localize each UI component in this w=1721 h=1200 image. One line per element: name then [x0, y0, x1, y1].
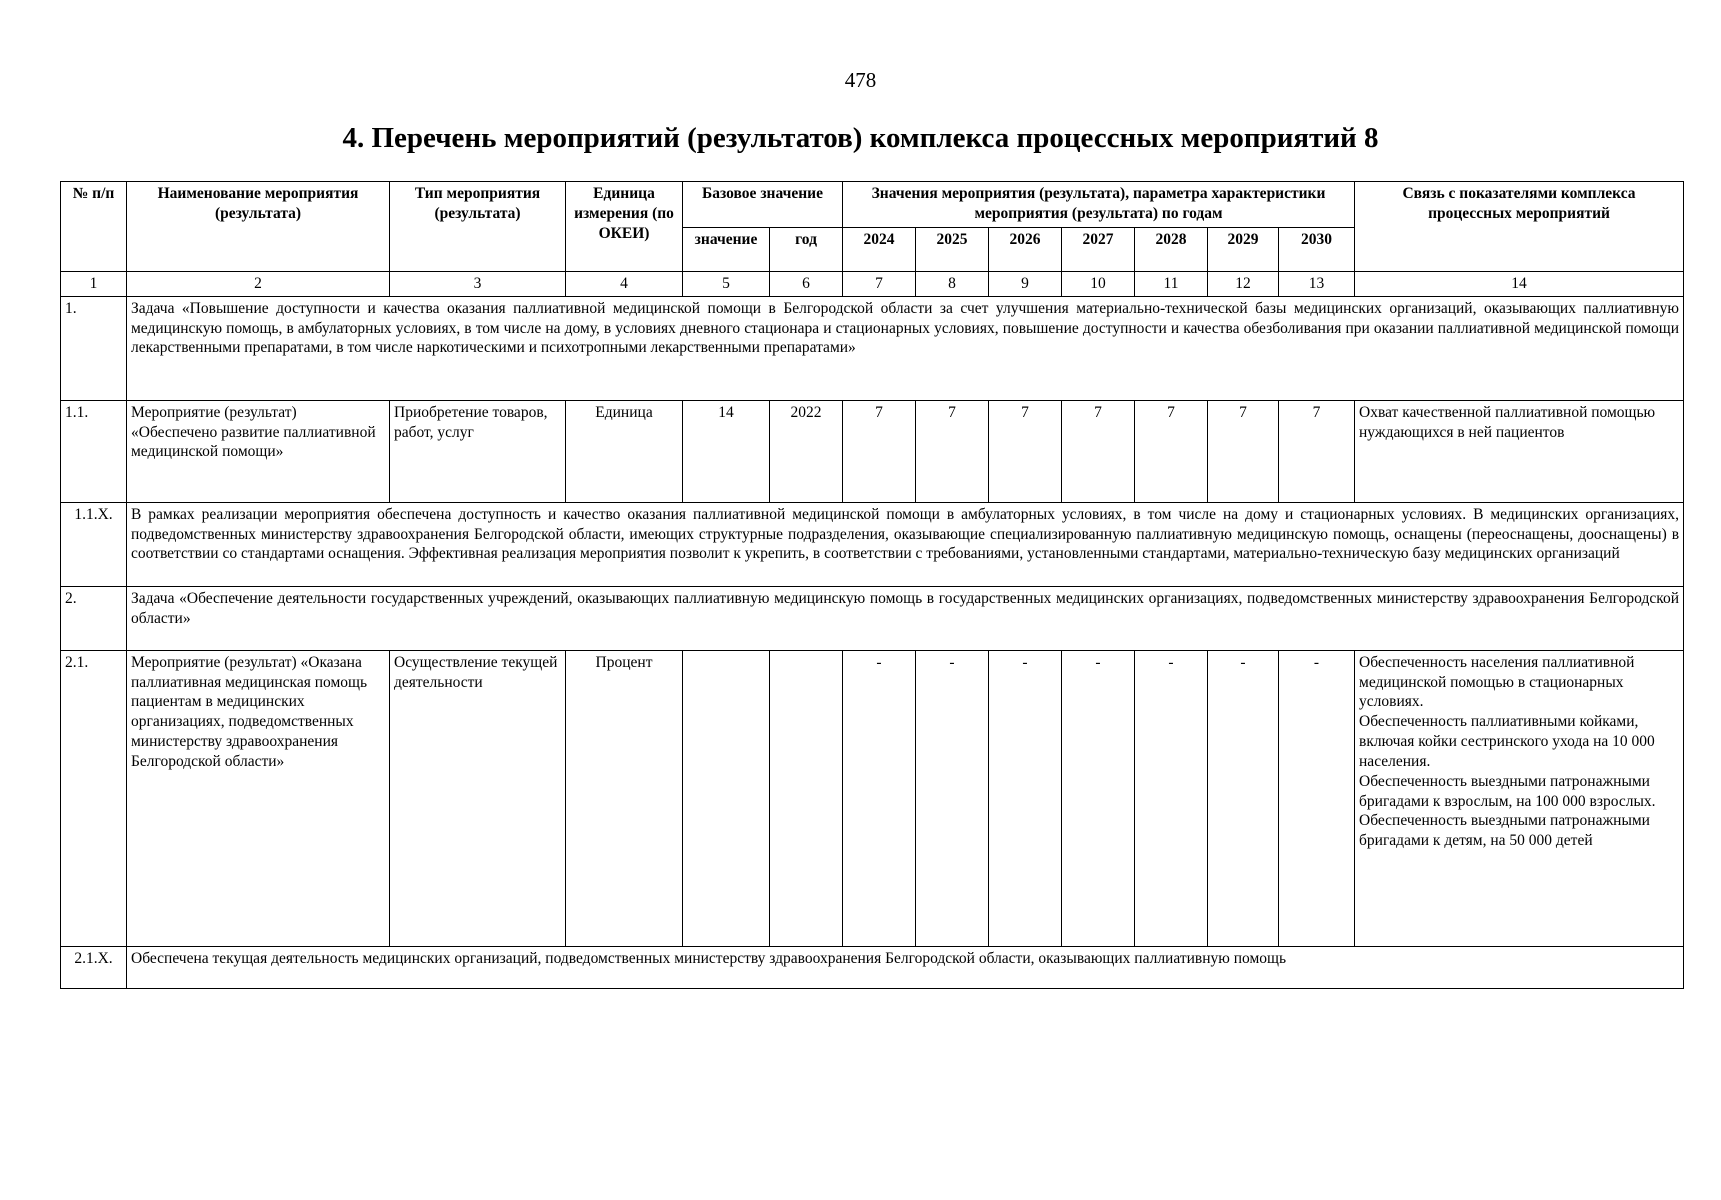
item-value: 7	[1135, 400, 1208, 502]
column-number: 12	[1208, 272, 1279, 297]
item-name: Мероприятие (результат) «Обеспечено развитие паллиативной медицинской помощи»	[127, 400, 390, 502]
item-row	[61, 400, 1684, 502]
header-base: Базовое значение	[683, 182, 843, 228]
item-value: -	[843, 650, 916, 946]
column-number: 4	[566, 272, 683, 297]
header-year: 2029	[1208, 228, 1279, 272]
column-number: 14	[1355, 272, 1684, 297]
header-row-top	[61, 182, 1684, 228]
item-row	[61, 650, 1684, 946]
item-value: -	[1208, 650, 1279, 946]
column-number: 6	[770, 272, 843, 297]
header-year: 2025	[916, 228, 989, 272]
header-year: 2027	[1062, 228, 1135, 272]
header-base-value: значение	[683, 228, 770, 272]
task-text: Задача «Обеспечение деятельности государственных учреждений, оказывающих паллиативную медицинскую помощь в государственных медицинских организациях, подведомственных министерству здравоохранения Белгородской области»	[127, 586, 1684, 650]
item-link: Охват качественной паллиативной помощью нуждающихся в ней пациентов	[1355, 400, 1684, 502]
task-text: Задача «Повышение доступности и качества оказания паллиативной медицинской помощи в Белгородской области за счет улучшения материально-технической базы медицинских организаций, оказывающих паллиативную медицинскую помощь, в амбулаторных условиях, в том числе на дому, в условиях дневного стационара и стационарных условиях, повышение доступности и качества обезболивания при оказании паллиативной медицинской помощи лекарственными препаратами, в том числе наркотическими и психотропными лекарственными препаратами»	[127, 296, 1684, 400]
item-name: Мероприятие (результат) «Оказана паллиативная медицинская помощь пациентам в медицинских организациях, подведомственных министерству здравоохранения Белгородской области»	[127, 650, 390, 946]
item-number: 2.1.	[61, 650, 127, 946]
item-base-value: 14	[683, 400, 770, 502]
header-name: Наименование мероприятия (результата)	[127, 182, 390, 272]
header-year: 2030	[1279, 228, 1355, 272]
item-unit: Единица	[566, 400, 683, 502]
item-value: 7	[1208, 400, 1279, 502]
column-number: 1	[61, 272, 127, 297]
item-base-value	[683, 650, 770, 946]
item-value: -	[1062, 650, 1135, 946]
page-title: 4. Перечень мероприятий (результатов) комплекса процессных мероприятий 8	[342, 122, 1379, 154]
column-number: 2	[127, 272, 390, 297]
item-unit: Процент	[566, 650, 683, 946]
page-number: 478	[844, 68, 877, 92]
task-row	[61, 586, 1684, 650]
task-number: 2.	[61, 586, 127, 650]
item-type: Осуществление текущей деятельности	[390, 650, 566, 946]
item-value: 7	[843, 400, 916, 502]
column-number: 7	[843, 272, 916, 297]
item-base-year: 2022	[770, 400, 843, 502]
column-number: 10	[1062, 272, 1135, 297]
item-value: -	[1135, 650, 1208, 946]
item-value: 7	[1062, 400, 1135, 502]
item-number: 1.1.	[61, 400, 127, 502]
column-number: 5	[683, 272, 770, 297]
item-value: 7	[916, 400, 989, 502]
column-number: 11	[1135, 272, 1208, 297]
item-link: Обеспеченность населения паллиативной медицинской помощью в стационарных условиях. Обеспеченность паллиативными койками, включая койки сестринского ухода на 10 000 населения. Обеспеченность выездными патронажными бригадами к взрослым, на 100 000 взрослых. Обеспеченность выездными патронажными бригадами к детям, на 50 000 детей	[1355, 650, 1684, 946]
note-text: В рамках реализации мероприятия обеспечена доступность и качество оказания паллиативной медицинской помощи в амбулаторных условиях, в том числе на дому и стационарных условиях. В медицинских организациях, подведомственных министерству здравоохранения Белгородской области, имеющих структурные подразделения, оказывающие специализированную паллиативную медицинскую помощь, оснащены (переоснащены, дооснащены) в соответствии со стандартами оснащения. Эффективная реализация мероприятия позволит к укрепить, в соответствии с требованиями, установленными стандартами, материально-техническую базу медицинских организаций	[127, 502, 1684, 586]
header-values-group: Значения мероприятия (результата), параметра характеристики мероприятия (результата) по годам	[843, 182, 1355, 228]
item-base-year	[770, 650, 843, 946]
note-text: Обеспечена текущая деятельность медицинских организаций, подведомственных министерству здравоохранения Белгородской области, оказывающих паллиативную помощь	[127, 946, 1684, 988]
item-value: -	[1279, 650, 1355, 946]
header-unit: Единица измерения (по ОКЕИ)	[566, 182, 683, 272]
column-number: 8	[916, 272, 989, 297]
item-value: -	[989, 650, 1062, 946]
task-row	[61, 296, 1684, 400]
header-link: Связь с показателями комплекса процессных мероприятий	[1355, 182, 1684, 272]
header-base-year: год	[770, 228, 843, 272]
item-value: 7	[989, 400, 1062, 502]
header-type: Тип мероприятия (результата)	[390, 182, 566, 272]
item-type: Приобретение товаров, работ, услуг	[390, 400, 566, 502]
header-num: № п/п	[61, 182, 127, 272]
item-value: 7	[1279, 400, 1355, 502]
task-number: 1.	[61, 296, 127, 400]
column-numbers-row	[61, 272, 1684, 297]
header-year: 2024	[843, 228, 916, 272]
note-row	[61, 946, 1684, 988]
note-number: 1.1.Х.	[61, 502, 127, 586]
column-number: 9	[989, 272, 1062, 297]
measures-table	[60, 181, 1684, 989]
note-row	[61, 502, 1684, 586]
column-number: 13	[1279, 272, 1355, 297]
item-value: -	[916, 650, 989, 946]
column-number: 3	[390, 272, 566, 297]
note-number: 2.1.Х.	[61, 946, 127, 988]
header-year: 2028	[1135, 228, 1208, 272]
header-year: 2026	[989, 228, 1062, 272]
